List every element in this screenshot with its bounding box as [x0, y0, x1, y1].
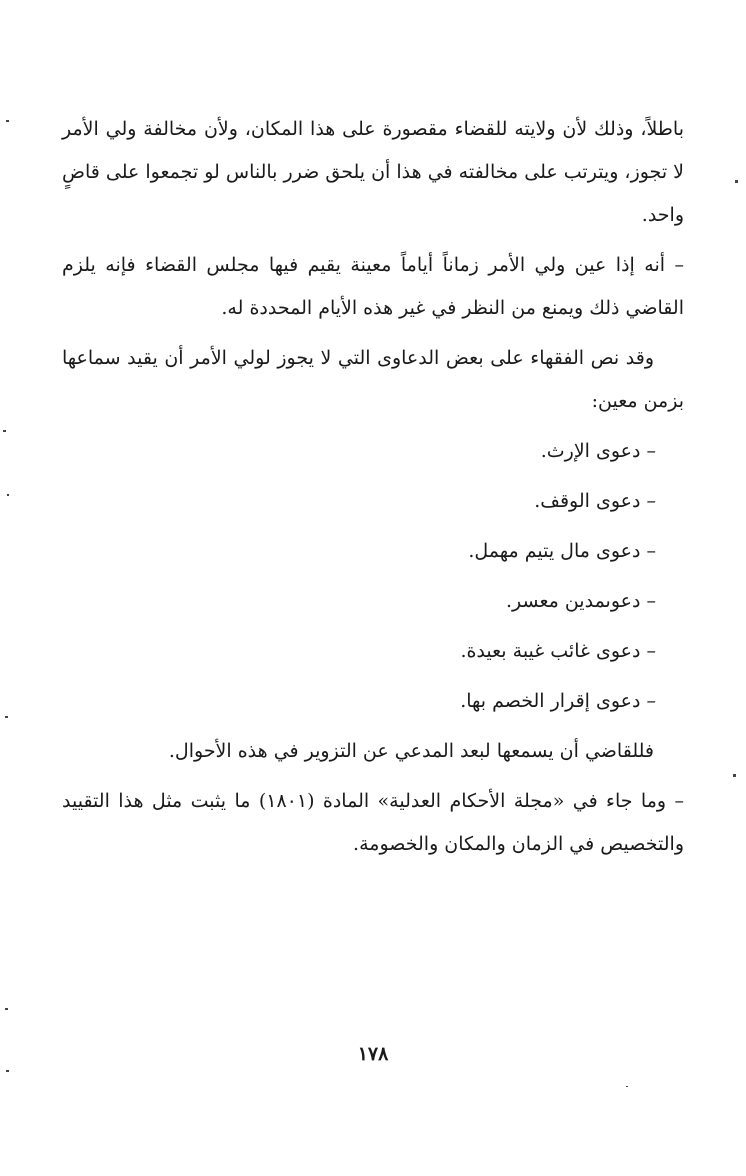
scan-speck	[7, 494, 9, 496]
body-text	[62, 108, 684, 873]
claims-list	[62, 430, 684, 723]
paragraph-claims-intro: وقد نص الفقهاء على بعض الدعاوى التي لا يجوز لولي الأمر أن يقيد سماعها بزمن معين:	[62, 347, 684, 412]
list-item: – دعوى الإرث.	[540, 440, 656, 462]
scan-speck	[5, 716, 8, 718]
scan-speck	[626, 1086, 628, 1087]
scan-speck	[733, 774, 736, 777]
list-item: – دعوى غائب غيبة بعيدة.	[460, 640, 656, 662]
list-item: – دعوى الوقف.	[534, 490, 656, 512]
scan-speck	[5, 1008, 8, 1010]
list-item: – دعوى إقرار الخصم بها.	[460, 690, 656, 712]
paragraph-majalla-reference: – وما جاء في «مجلة الأحكام العدلية» المادة (١٨٠١) ما يثبت مثل هذا التقييد والتخصيص في الزمان والمكان والخصومة.	[62, 790, 684, 855]
paragraph-judge-hears: فللقاضي أن يسمعها لبعد المدعي عن التزوير في هذه الأحوال.	[168, 740, 654, 762]
list-item: – دعوىمدين معسر.	[505, 590, 656, 612]
scan-speck	[6, 120, 9, 122]
scan-speck	[3, 430, 6, 432]
page-number: ١٧٨	[357, 1043, 389, 1065]
scan-speck	[735, 180, 738, 183]
scan-speck	[6, 1070, 9, 1072]
paragraph-continuation: باطلاً، وذلك لأن ولايته للقضاء مقصورة على هذا المكان، ولأن مخالفة ولي الأمر لا تجوز، ويترتب على مخالفته في هذا أن يلحق ضرر بالناس لو تجمعوا على قاضٍ واحد.	[62, 118, 684, 226]
list-item: – دعوى مال يتيم مهمل.	[468, 540, 656, 562]
paragraph-appointed-days: – أنه إذا عين ولي الأمر زماناً أياماً معينة يقيم فيها مجلس القضاء فإنه يلزم القاضي ذلك ويمنع من النظر في غير هذه الأيام المحددة له.	[62, 254, 684, 319]
